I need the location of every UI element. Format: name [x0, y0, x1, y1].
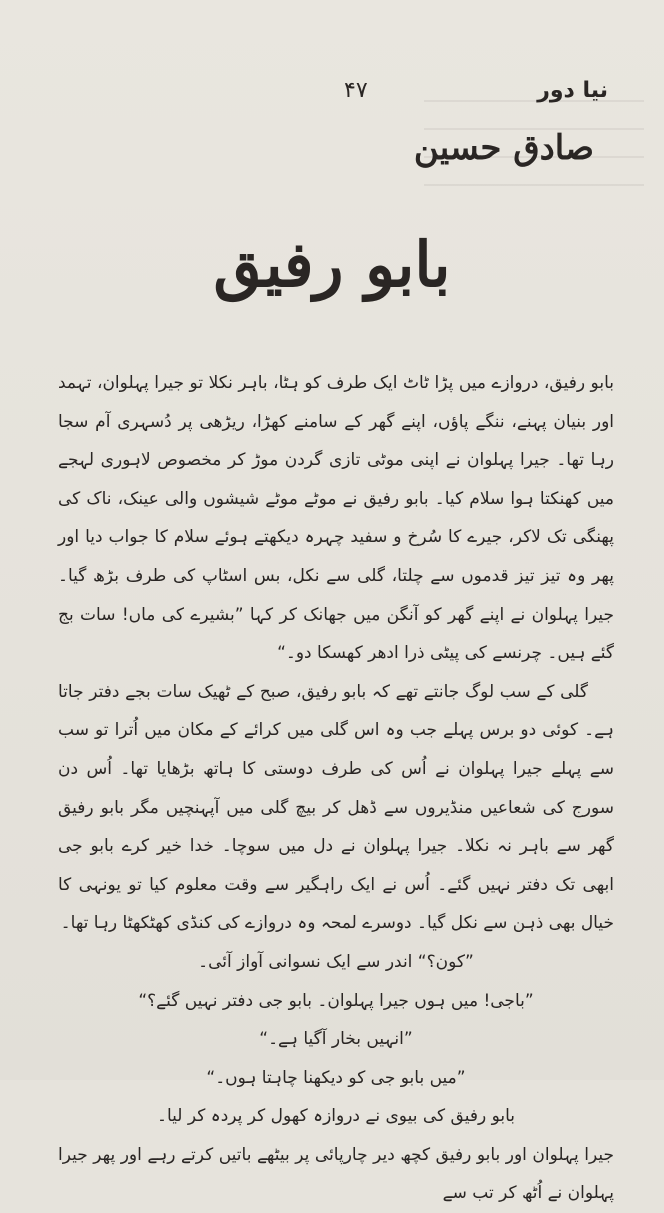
paragraph: جیرا پہلوان اور بابو رفیق کچھ دیر چارپائی پر بیٹھے باتیں کرتے رہے اور پھر جیرا پہلوان نے اُٹھ کر تب سے: [58, 1144, 614, 1204]
author-name: صادق حسین: [413, 128, 594, 168]
page-header: [0, 78, 664, 118]
story-title: بابو رفیق: [213, 228, 451, 301]
journal-name: نیا دور: [537, 78, 608, 103]
story-body: [58, 364, 614, 1213]
dialogue-line: ”کون؟“ اندر سے ایک نسوانی آواز آئی۔: [198, 951, 474, 972]
dialogue-line: ”انہیں بخار آگیا ہے۔“: [259, 1029, 413, 1050]
dialogue-line: ”میں بابو جی کو دیکھنا چاہتا ہوں۔“: [206, 1067, 466, 1088]
paragraph: گلی کے سب لوگ جانتے تھے کہ بابو رفیق، صبح کے ٹھیک سات بجے دفتر جاتا ہے۔ کوئی دو برس پہلے جب وہ اس گلی میں کرائے کے مکان میں اُترا تو سب سے پہلے جیرا پہلوان نے اُس کی طرف دوستی کا ہاتھ بڑھایا تھا۔ اُس دن سورج کی شعاعیں منڈیروں سے ڈھل کر بیچ گلی میں آپہنچیں مگر بابو رفیق گھر سے باہر نہ نکلا۔ جیرا پہلوان نے دل میں سوچا۔ خدا خیر کرے بابو جی ابھی تک دفتر نہیں گئے۔ اُس نے ایک راہگیر سے وقت معلوم کیا تو یونہی کا خیال بھی ذہن سے نکل گیا۔ دوسرے لمحہ وہ دروازے کی کنڈی کھٹکھٹا رہا تھا۔: [58, 681, 614, 934]
paragraph: بابو رفیق کی بیوی نے دروازہ کھول کر پردہ کر لیا۔: [157, 1106, 515, 1127]
paragraph: بابو رفیق، دروازے میں پڑا ٹاٹ ایک طرف کو ہٹا، باہر نکلا تو جیرا پہلوان، تہمد اور بنیان پہنے، ننگے پاؤں، اپنے گھر کے سامنے کھڑا، ریڑھی پر دُسہری آم سجا رہا تھا۔ جیرا پہلوان نے اپنی موٹی تازی گردن موڑ کر مخصوص لاہوری لہجے میں کھنکتا ہوا سلام کیا۔ بابو رفیق نے موٹے موٹے شیشوں والی عینک، ناک کی پھنگی تک لاکر، جیرے کا سُرخ و سفید چہرہ دیکھتے ہوئے سلام کا جواب دیا اور پھر وہ تیز تیز قدموں سے چلتا، گلی سے نکل، بس اسٹاپ کی طرف بڑھ گیا۔ جیرا پہلوان نے اپنے گھر کو آنگن میں جھانک کر کہا ”بشیرے کی ماں! سات بج گئے ہیں۔ چرنسے کی پیٹی ذرا ادھر کھسکا دو۔“: [58, 373, 614, 664]
dialogue-line: ”باجی! میں ہوں جیرا پہلوان۔ بابو جی دفتر نہیں گئے؟“: [138, 990, 534, 1011]
page-number: ۴۷: [344, 78, 368, 103]
